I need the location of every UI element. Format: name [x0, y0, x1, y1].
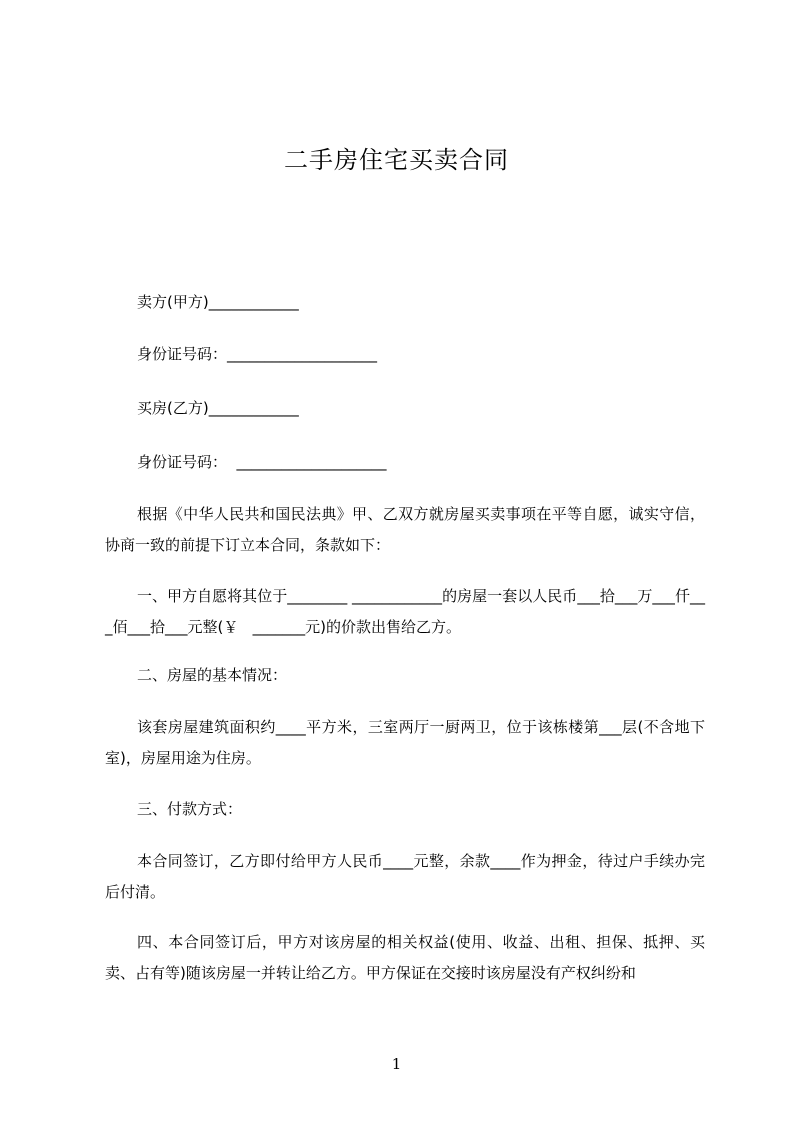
buyer-field: 买房(乙方)____________ — [137, 399, 299, 417]
page-number: 1 — [391, 1055, 402, 1073]
document-title: 二手房住宅买卖合同 — [284, 146, 509, 174]
seller-field: 卖方(甲方)____________ — [137, 293, 299, 311]
buyer-id-field: 身份证号码： ____________________ — [137, 453, 387, 471]
clause-3-body: 本合同签订，乙方即付给甲方人民币____元整，余款____作为押金，待过户手续办完后付清。 — [105, 852, 705, 901]
clause-2-heading: 二、房屋的基本情况： — [137, 666, 288, 684]
seller-id-field: 身份证号码：____________________ — [137, 345, 378, 363]
intro-paragraph: 根据《中华人民共和国民法典》甲、乙双方就房屋买卖事项在平等自愿，诚实守信，协商一致的前提下订立本合同，条款如下： — [105, 505, 705, 554]
clause-3-heading: 三、付款方式： — [137, 800, 243, 818]
clause-4-paragraph: 四、本合同签订后，甲方对该房屋的相关权益(使用、收益、出租、担保、抵押、买卖、占有等)随该房屋一并转让给乙方。甲方保证在交接时该房屋没有产权纠纷和 — [105, 933, 705, 982]
clause-1-paragraph: 一、甲方自愿将其位于________ ____________的房屋一套以人民币___拾___万___仟___佰___拾___元整(￥ _______元)的价款出售给乙方。 — [105, 587, 705, 636]
clause-2-body: 该套房屋建筑面积约____平方米，三室两厅一厨两卫，位于该栋楼第___层(不含地下室)，房屋用途为住房。 — [105, 718, 705, 767]
